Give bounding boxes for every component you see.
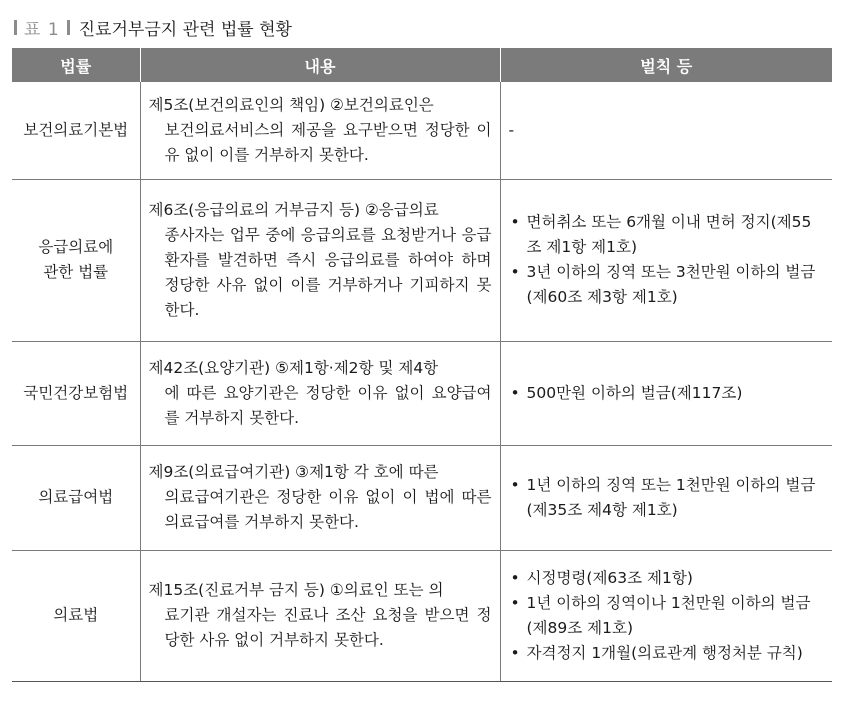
law-name-line: 의료법 (53, 606, 99, 624)
caption-bar-right (67, 20, 70, 35)
penalty-cell (500, 82, 832, 179)
content-first-line: 제5조(보건의료인의 책임) ②보건의료인은 (148, 95, 434, 114)
penalty-list (509, 566, 827, 666)
table-number: 표 1 (24, 19, 60, 40)
penalty-item: • 500만원 이하의 벌금(제117조) (509, 381, 827, 406)
penalty-item: • 3년 이하의 징역 또는 3천만원 이하의 벌금(제60조 제3항 제1호) (509, 260, 827, 310)
table-row (12, 179, 832, 341)
law-name-line: 관한 법률 (43, 263, 109, 281)
content-first-line: 제9조(의료급여기관) ③제1항 각 호에 따른 (148, 463, 439, 481)
law-name-cell (12, 179, 140, 341)
header-row (12, 48, 832, 82)
content-cell (140, 179, 500, 341)
content-continuation: 의료급여기관은 정당한 이유 없이 이 법에 따른 의료급여를 거부하지 못한다. (164, 488, 492, 531)
penalty-item: • 1년 이하의 징역이나 1천만원 이하의 벌금(제89조 제1호) (509, 591, 827, 641)
law-name-line: 국민건강보험법 (23, 383, 129, 402)
content-cell (140, 445, 500, 550)
content-cell (140, 550, 500, 681)
penalty-cell (500, 341, 832, 445)
penalty-list (509, 210, 827, 310)
law-name-line: 응급의료에 (38, 238, 114, 256)
penalty-item: • 1년 이하의 징역 또는 1천만원 이하의 벌금(제35조 제4항 제1호) (509, 473, 827, 523)
penalty-list (509, 473, 827, 523)
law-name-cell (12, 82, 140, 179)
penalty-cell (500, 179, 832, 341)
content-continuation: 료기관 개설자는 진료나 조산 요청을 받으면 정당한 사유 없이 거부하지 못한다. (164, 606, 492, 649)
penalty-none: - (508, 120, 515, 139)
law-name-cell (12, 341, 140, 445)
header-content: 내용 (140, 48, 500, 82)
content-continuation: 보건의료서비스의 제공을 요구받으면 정당한 이유 없이 이를 거부하지 못한다. (164, 120, 492, 164)
table-title: 진료거부금지 관련 법률 현황 (78, 19, 292, 40)
content-cell (140, 341, 500, 445)
table-row (12, 82, 832, 179)
penalty-cell (500, 445, 832, 550)
table-caption (14, 14, 292, 40)
penalty-item: • 시정명령(제63조 제1항) (509, 566, 827, 591)
law-name-cell (12, 445, 140, 550)
law-name-line: 보건의료기본법 (23, 120, 129, 139)
header-law: 법률 (12, 48, 140, 82)
content-cell (140, 82, 500, 179)
penalty-cell (500, 550, 832, 681)
content-continuation: 종사자는 업무 중에 응급의료를 요청받거나 응급환자를 발견하면 즉시 응급의료를 하여야 하며 정당한 사유 없이 이를 거부하거나 기피하지 못한다. (164, 225, 492, 319)
content-continuation: 에 따른 요양기관은 정당한 이유 없이 요양급여를 거부하지 못한다. (164, 383, 492, 427)
penalty-list (509, 381, 827, 406)
caption-bar-left (14, 20, 17, 35)
law-name-cell (12, 550, 140, 681)
law-name-line: 의료급여법 (38, 488, 114, 506)
header-penalty: 벌칙 등 (500, 48, 832, 82)
content-first-line: 제6조(응급의료의 거부금지 등) ②응급의료 (148, 200, 439, 219)
penalty-item: • 면허취소 또는 6개월 이내 면허 정지(제55조 제1항 제1호) (509, 210, 827, 260)
table-row (12, 341, 832, 445)
content-first-line: 제42조(요양기관) ⑤제1항·제2항 및 제4항 (148, 358, 439, 377)
table-row (12, 550, 832, 681)
penalty-item: • 자격정지 1개월(의료관계 행정처분 규칙) (509, 641, 827, 666)
law-table (12, 48, 832, 682)
content-first-line: 제15조(진료거부 금지 등) ①의료인 또는 의 (148, 581, 444, 599)
table-row (12, 445, 832, 550)
